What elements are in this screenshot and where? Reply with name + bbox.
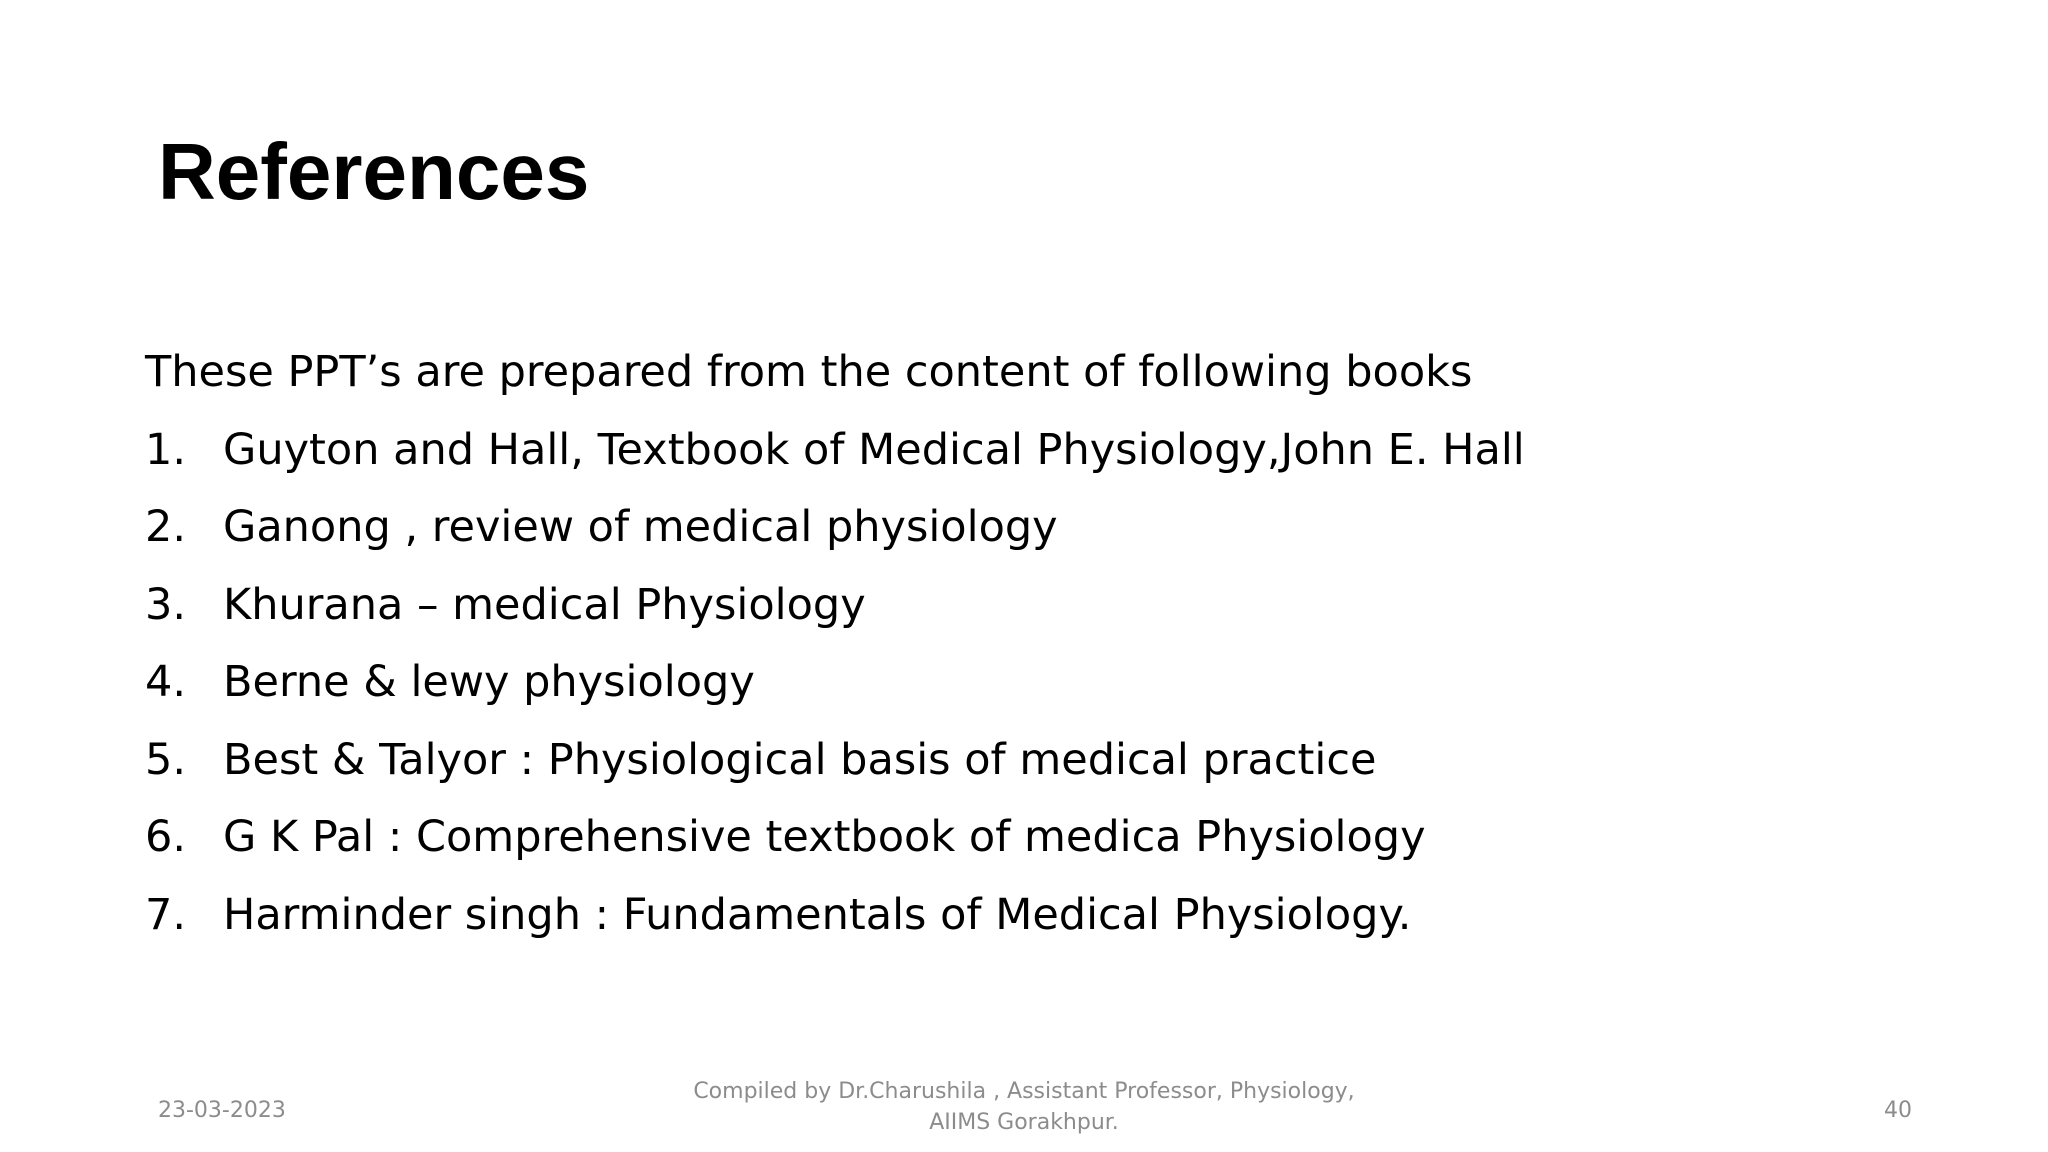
reference-item [145,489,1945,567]
intro-text: These PPT’s are prepared from the content of following books [145,347,1473,397]
reference-number: 6. [145,812,187,862]
footer-date: 23-03-2023 [158,1098,286,1123]
reference-number: 1. [145,424,187,475]
reference-item [145,799,1945,877]
reference-item [145,644,1945,722]
reference-text: Best & Talyor : Physiological basis of medical practice [223,734,1377,785]
reference-text: Guyton and Hall, Textbook of Medical Physiology,John E. Hall [223,424,1525,475]
reference-text: Berne & lewy physiology [223,657,755,707]
reference-number: 2. [145,502,187,552]
reference-number: 7. [145,889,187,940]
slide-content [145,334,1945,954]
reference-list [145,412,1945,955]
reference-text: G K Pal : Comprehensive textbook of medica Physiology [223,812,1426,862]
reference-item [145,567,1945,645]
page-number: 40 [1884,1098,1912,1123]
reference-number: 5. [145,734,187,785]
footer-credit-line2: AIIMS Gorakhpur. [929,1110,1119,1135]
slide-title: References [158,127,590,216]
reference-item [145,722,1945,800]
reference-text: Ganong , review of medical physiology [223,502,1058,552]
reference-number: 3. [145,579,187,630]
reference-text: Khurana – medical Physiology [223,579,866,630]
reference-item [145,412,1945,490]
reference-item [145,877,1945,955]
reference-text: Harminder singh : Fundamentals of Medical Physiology. [223,889,1412,940]
footer-credit-line1: Compiled by Dr.Charushila , Assistant Professor, Physiology, [693,1079,1355,1104]
footer-credit [624,1076,1424,1138]
reference-number: 4. [145,657,187,707]
